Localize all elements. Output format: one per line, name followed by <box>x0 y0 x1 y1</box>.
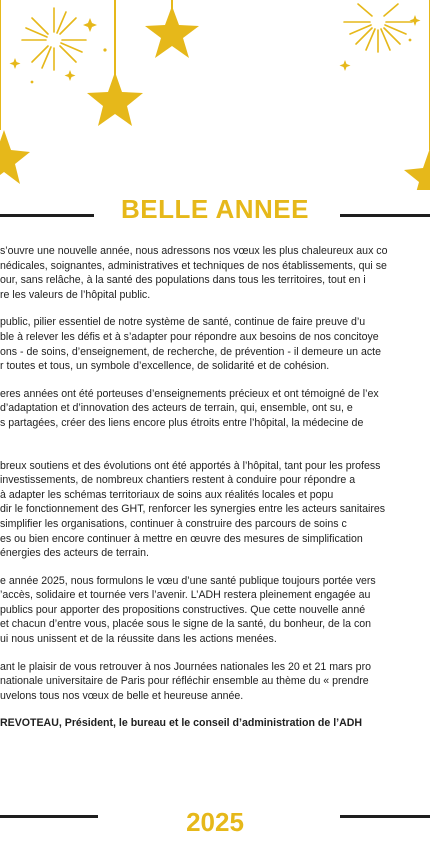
sparkle-icon <box>10 15 421 83</box>
title-row <box>0 194 430 224</box>
text-line: simplifier les organisations, continuer à construire des parcours de soins c <box>0 517 347 530</box>
text-line: public, pilier essentiel de notre système de santé, continue de faire preuve d’u <box>0 316 366 329</box>
text-line: investissements, de nombreux chantiers restent à conduire pour répondre a <box>0 474 356 487</box>
text-line: d’adaptation et d’innovation des acteurs de terrain, qui, ensemble, ont su, e <box>0 402 353 415</box>
firework-icon <box>344 4 412 52</box>
divider-line <box>340 214 430 217</box>
text-line: r toutes et tous, un symbole d’excellence, de solidarité et de cohésion. <box>0 360 330 373</box>
divider-line <box>340 815 430 818</box>
paragraph <box>0 459 430 561</box>
text-line: ble à relever les défis et à s’adapter pour répondre aux besoins de nos concitoye <box>0 330 379 343</box>
paragraph <box>0 574 430 647</box>
text-line: our, sans relâche, à la santé des populations dans tous les territoires, tout en i <box>0 274 366 287</box>
text-line: publics pour apporter des propositions constructives. Que cette nouvelle anné <box>0 603 366 616</box>
text-line: es ou bien encore continuer à mettre en œuvre des mesures de simplification <box>0 532 363 545</box>
text-line: nationale universitaire de Paris pour réfléchir ensemble au thème du « prendre <box>0 675 369 688</box>
paragraph <box>0 244 430 302</box>
text-line: eres années ont été porteuses d’enseignements précieux et ont témoigné de l’ex <box>0 387 379 400</box>
year-row <box>0 805 430 839</box>
divider-line <box>0 815 98 818</box>
text-line: nédicales, soignantes, administratives et techniques de nos établissements, qui se <box>0 259 387 272</box>
year-label: 2025 <box>186 807 244 837</box>
text-line: ant le plaisir de vous retrouver à nos Journées nationales les 20 et 21 mars pro <box>0 660 371 673</box>
text-line: e année 2025, nous formulons le vœu d’une santé publique toujours portée vers <box>0 574 376 587</box>
star-icon <box>0 130 30 184</box>
paragraph <box>0 387 430 431</box>
text-line: à adapter les schémas territoriaux de soins aux réalités locales et popu <box>0 488 334 501</box>
text-line: s’ouvre une nouvelle année, nous adressons nos vœux les plus chaleureux aux co <box>0 245 388 257</box>
text-line: et chacun d’entre vous, placée sous le signe de la santé, du bonheur, de la con <box>0 618 372 631</box>
text-line: énergies des acteurs de terrain. <box>0 547 149 560</box>
page-title: BELLE ANNEE <box>121 194 309 224</box>
divider-line <box>0 214 94 217</box>
star-icon <box>145 6 199 58</box>
header-decoration <box>0 0 430 190</box>
text-line: breux soutiens et des évolutions ont été apportés à l’hôpital, tant pour les profess <box>0 459 381 472</box>
text-line: ui nous unissent et de la réussite dans les actions menées. <box>0 633 277 646</box>
text-line: s partagées, créer des liens encore plus étroits entre l’hôpital, la médecine de <box>0 416 364 429</box>
star-icon <box>87 72 143 126</box>
text-line: ’accès, solidaire et tournée vers l’avenir. L’ADH restera pleinement engagée au <box>0 589 371 602</box>
signature: REVOTEAU, Président, le bureau et le conseil d’administration de l’ADH <box>0 717 363 730</box>
firework-icon <box>22 8 86 70</box>
text-line: uvelons tous nos vœux de belle et heureuse année. <box>0 689 244 702</box>
paragraph <box>0 315 430 373</box>
text-line: dir le fonctionnement des GHT, renforcer les synergies entre les acteurs sanitaires <box>0 503 386 516</box>
paragraph <box>0 660 430 704</box>
star-icon <box>404 148 430 190</box>
greeting-text <box>0 244 430 731</box>
text-line: re les valeurs de l’hôpital public. <box>0 288 151 301</box>
text-line: ons - de soins, d’enseignement, de recherche, de prévention - il demeure un acte <box>0 345 382 358</box>
